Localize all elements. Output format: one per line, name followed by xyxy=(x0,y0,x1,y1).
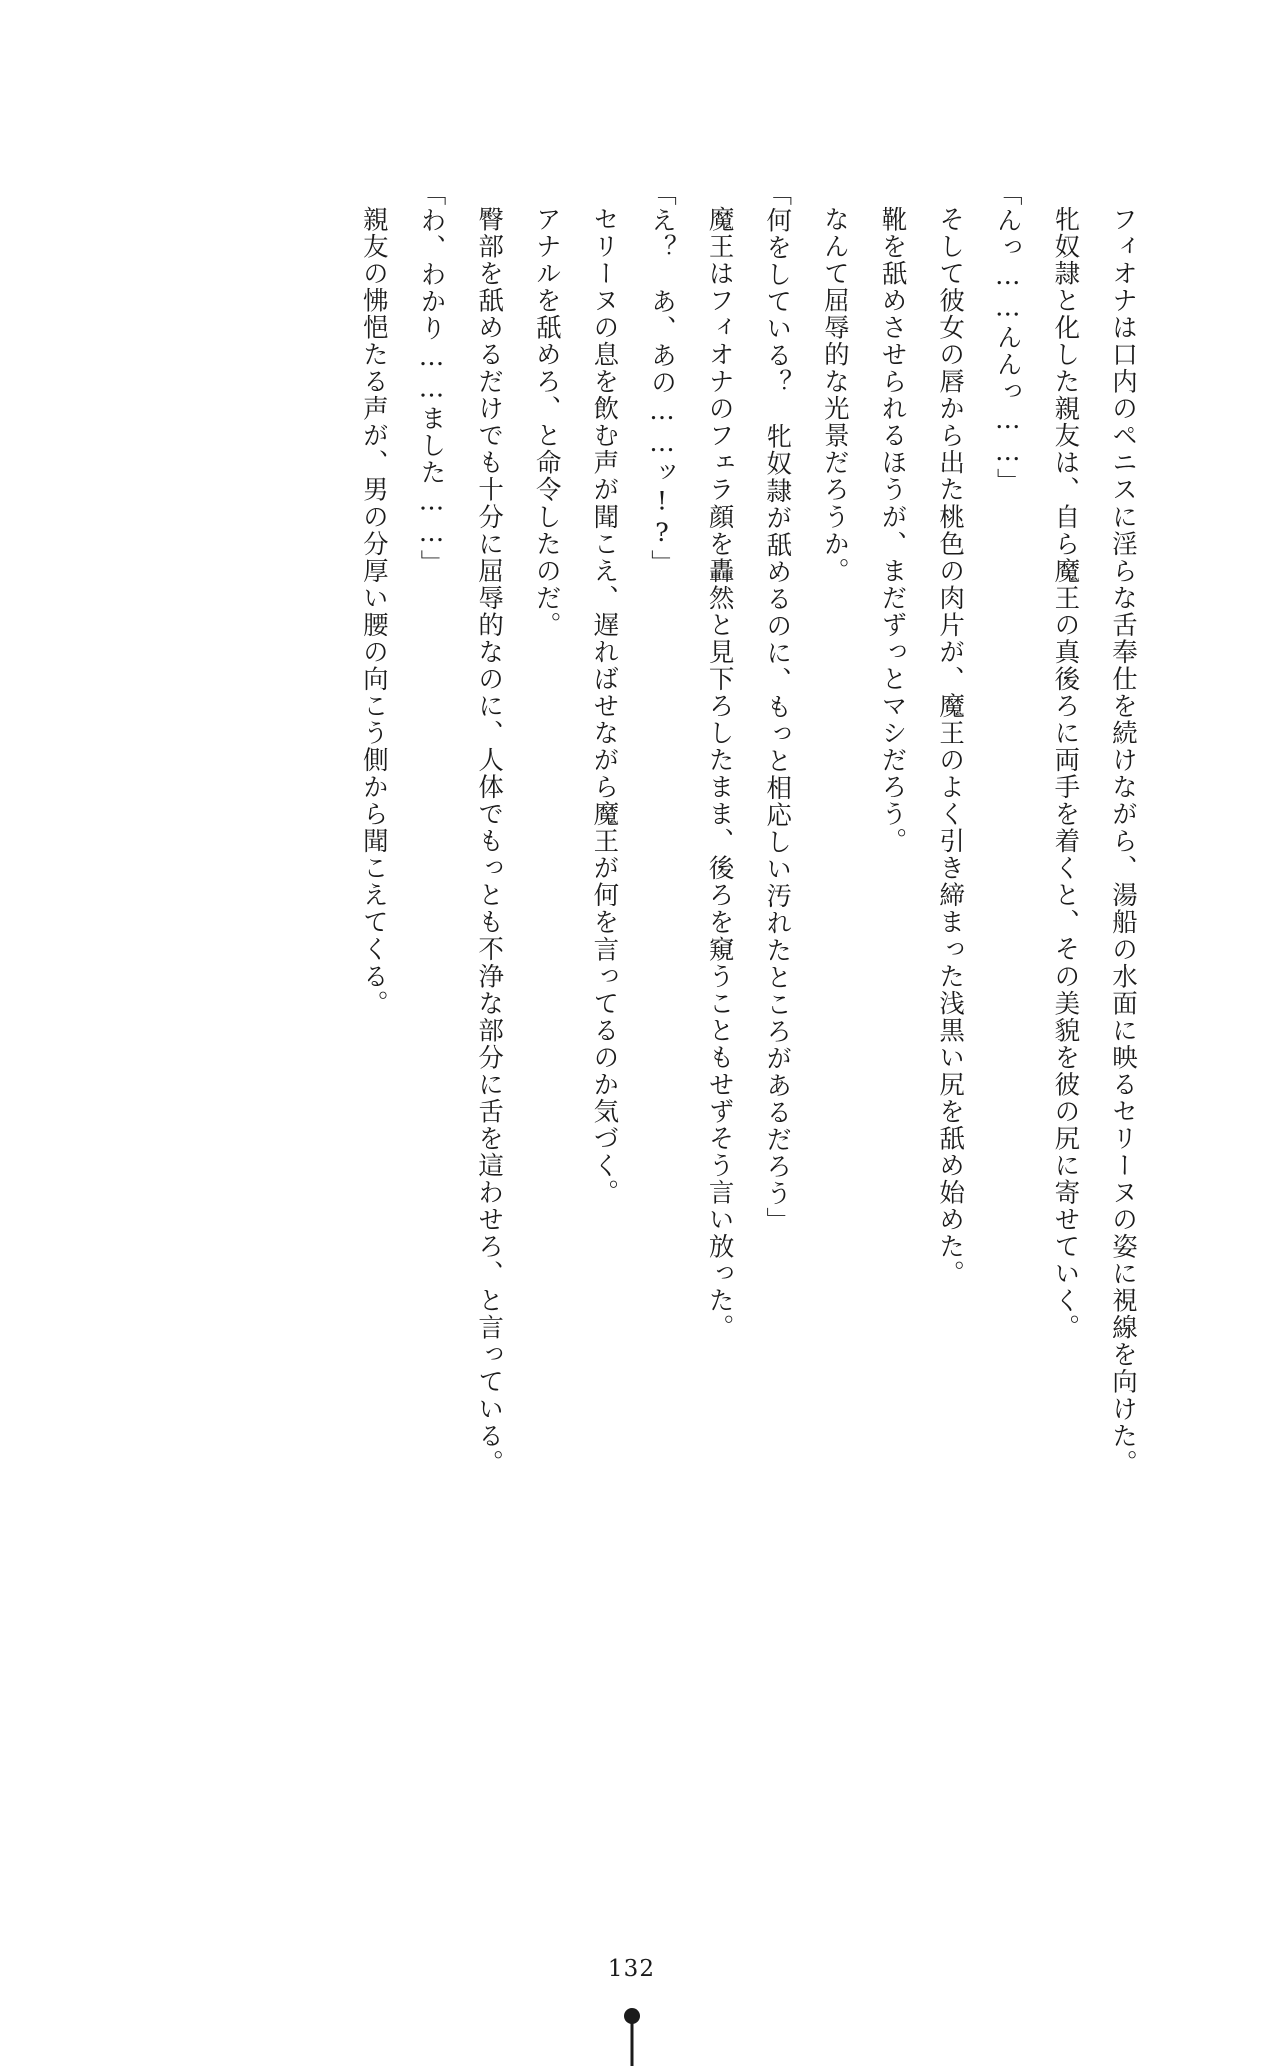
paragraph: フィオナは口内のペニスに淫らな舌奉仕を続けながら、湯船の水面に映るセリーヌの姿に視線を向けた。 xyxy=(1108,205,1138,1476)
paragraph: 牝奴隷と化した親友は、自ら魔王の真後ろに両手を着くと、その美貌を彼の尻に寄せていく。 xyxy=(1050,205,1081,1341)
paragraph: 「んっ……んんっ……」 xyxy=(992,180,1023,496)
paragraph: そして彼女の唇から出た桃色の肉片が、魔王のよく引き締まった浅黒い尻を舐め始めた。 xyxy=(935,205,966,1287)
paragraph: アナルを舐めろ、と命令したのだ。 xyxy=(531,205,562,638)
paragraph: 靴を舐めさせられるほうが、まだずっとマシだろう。 xyxy=(877,205,908,855)
paragraph: なんて屈辱的な光景だろうか。 xyxy=(819,205,850,584)
paragraph: 「わ、わかり……ました……」 xyxy=(416,180,447,577)
paragraph: 親友の怫悒たる声が、男の分厚い腰の向こう側から聞こえてくる。 xyxy=(358,205,389,1017)
footer-ornament-icon xyxy=(619,2008,645,2066)
paragraph: 魔王はフィオナのフェラ顔を轟然と見下ろしたまま、後ろを窺うこともせずそう言い放った。 xyxy=(704,205,735,1341)
page-number: 132 xyxy=(607,1956,656,1982)
paragraph: 「何をしている？ 牝奴隷が舐めるのに、もっと相応しい汚れたところがあるだろう」 xyxy=(762,180,793,1235)
paragraph: 「え？ あ、あの……ッ!?」 xyxy=(647,180,677,577)
paragraph: 臀部を舐めるだけでも十分に屈辱的なのに、人体でもっとも不浄な部分に舌を這わせろ、と言っている。 xyxy=(474,205,505,1476)
body-text-vertical xyxy=(112,180,1151,1490)
footer-stem-icon xyxy=(630,2022,633,2066)
paragraph: セリーヌの息を飲む声が聞こえ、遅ればせながら魔王が何を言ってるのか気づく。 xyxy=(589,205,620,1206)
